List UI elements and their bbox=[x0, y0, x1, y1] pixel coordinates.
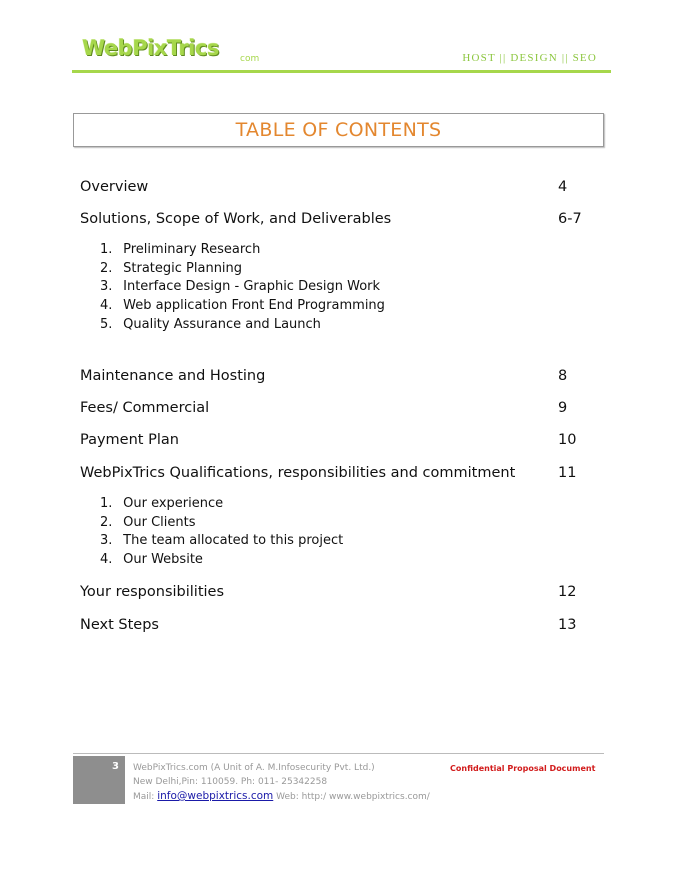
toc-title: TABLE OF CONTENTS bbox=[235, 119, 442, 141]
list-item: 4. Web application Front End Programming bbox=[100, 298, 385, 314]
toc-entry-label: WebPixTrics Qualifications, responsibilities and commitment bbox=[80, 465, 516, 481]
footer-divider bbox=[73, 753, 604, 754]
toc-entry-page: 10 bbox=[558, 432, 577, 448]
toc-entry-page: 13 bbox=[558, 617, 577, 633]
header-tagline: HOST || DESIGN || SEO bbox=[462, 52, 597, 64]
footer-page-box bbox=[73, 756, 125, 804]
footer-company-line: WebPixTrics.com (A Unit of A. M.Infosecurity Pvt. Ltd.) bbox=[133, 763, 375, 773]
toc-entry-page: 11 bbox=[558, 465, 577, 481]
list-item: 5. Quality Assurance and Launch bbox=[100, 316, 321, 332]
footer-company-info bbox=[133, 761, 430, 804]
list-item: 3. The team allocated to this project bbox=[100, 533, 344, 549]
list-item: 4. Our Website bbox=[100, 552, 203, 568]
company-logo: WebPixTrics bbox=[82, 36, 219, 60]
toc-entry-page: 12 bbox=[558, 584, 577, 600]
footer-web-label: Web: http:/ www.webpixtrics.com/ bbox=[276, 792, 430, 802]
toc-entry-label: Maintenance and Hosting bbox=[80, 368, 266, 384]
toc-sublist-solutions bbox=[100, 241, 385, 334]
toc-entry-page: 9 bbox=[558, 400, 568, 416]
toc-entry-label: Payment Plan bbox=[80, 432, 179, 448]
toc-title-box bbox=[73, 113, 604, 147]
footer-email-link[interactable]: info@webpixtrics.com bbox=[157, 790, 274, 802]
toc-entry-label: Fees/ Commercial bbox=[80, 400, 210, 416]
toc-entry-page: 8 bbox=[558, 368, 568, 384]
toc-entry-label: Overview bbox=[80, 179, 149, 195]
toc-entry-page: 4 bbox=[558, 179, 568, 195]
list-item: 2. Strategic Planning bbox=[100, 260, 243, 276]
footer-contact-line bbox=[133, 789, 430, 804]
footer-address-line: New Delhi,Pin: 110059. Ph: 011- 25342258 bbox=[133, 777, 328, 787]
list-item: 1. Our experience bbox=[100, 496, 224, 511]
footer-page-number: 3 bbox=[112, 761, 119, 772]
footer-mail-label: Mail: bbox=[133, 792, 155, 802]
toc-entry-label: Solutions, Scope of Work, and Deliverables bbox=[80, 211, 392, 227]
logo-suffix: com bbox=[240, 54, 260, 64]
toc-sublist-qualifications bbox=[100, 495, 343, 570]
list-item: 1. Preliminary Research bbox=[100, 242, 261, 257]
list-item: 2. Our Clients bbox=[100, 514, 196, 530]
confidential-label: Confidential Proposal Document bbox=[450, 764, 596, 773]
toc-entry-label: Your responsibilities bbox=[80, 584, 225, 600]
toc-entry-page: 6-7 bbox=[558, 211, 582, 227]
list-item: 3. Interface Design - Graphic Design Work bbox=[100, 279, 381, 295]
header-divider bbox=[72, 70, 611, 73]
toc-entry-label: Next Steps bbox=[80, 617, 159, 633]
